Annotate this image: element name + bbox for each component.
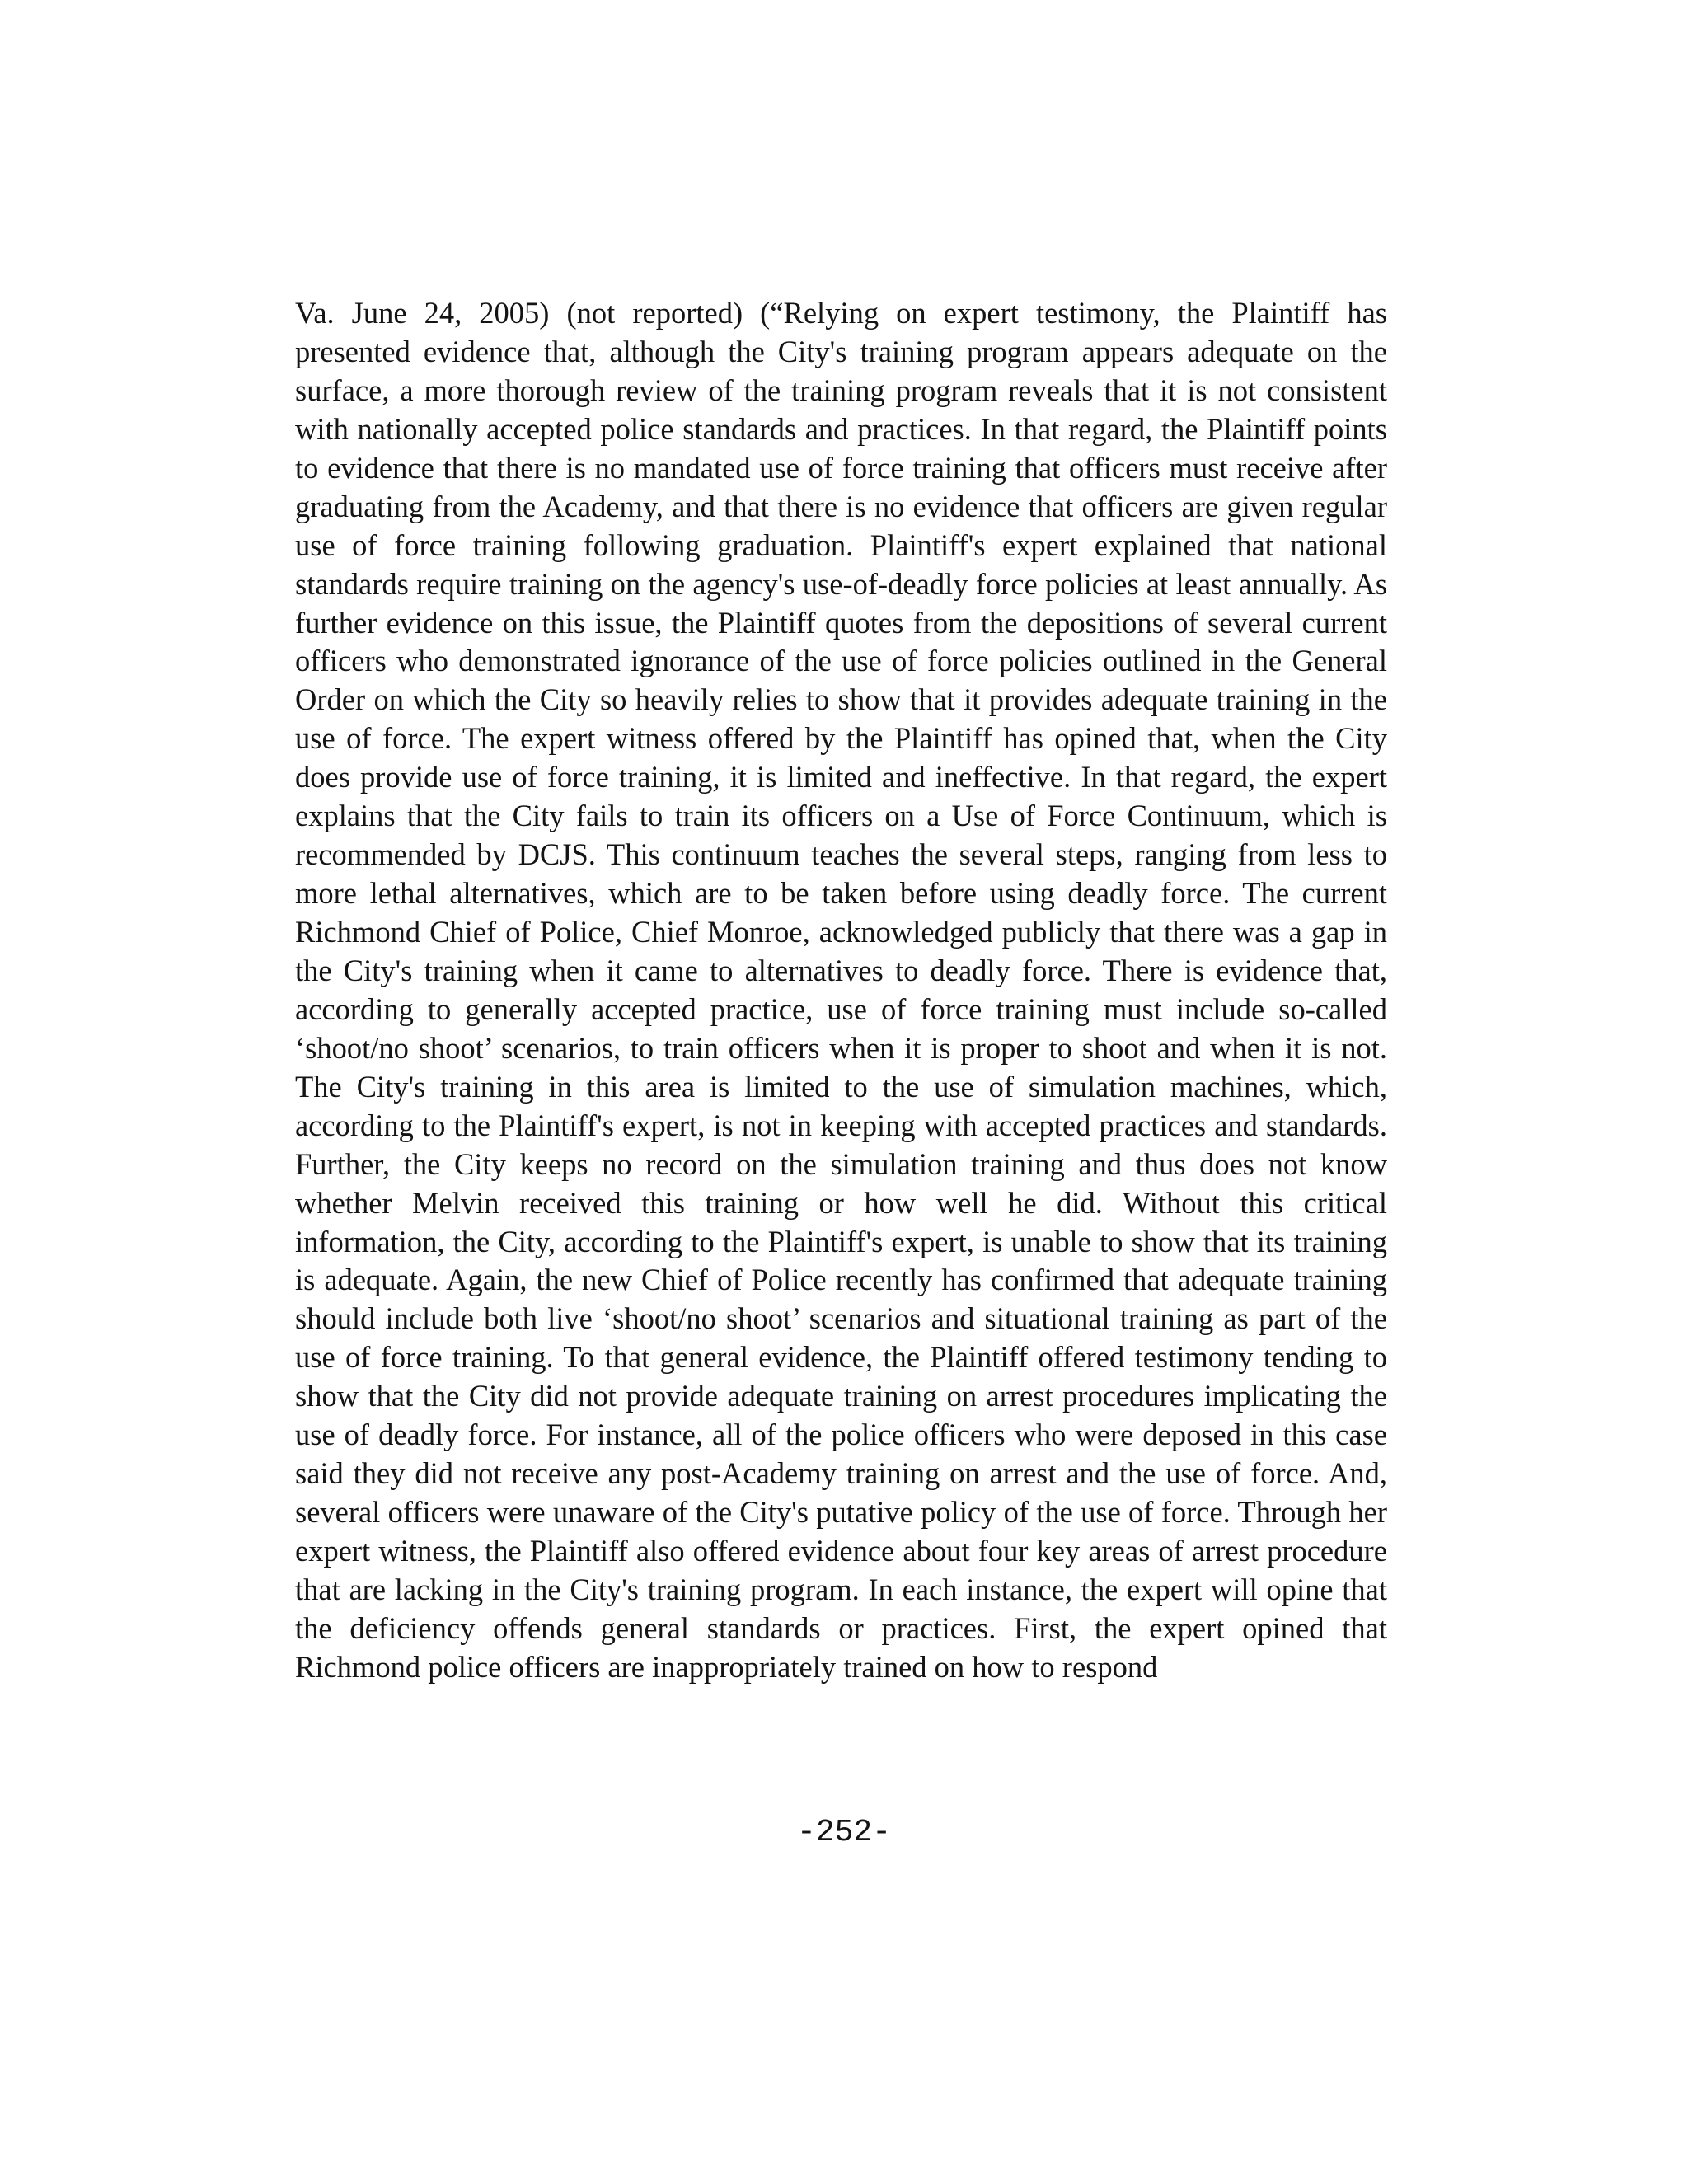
body-paragraph: Va. June 24, 2005) (not reported) (“Relying on expert testimony, the Plaintiff has presented evidence that, although the City's training program appears adequate on the surface, a more thorough review of the training program reveals that it is not consistent with nationally accepted police standards and practices. In that regard, the Plaintiff points to evidence that there is no mandated use of force training that officers must receive after graduating from the Academy, and that there is no evidence that officers are given regular use of force training following graduation. Plaintiff's expert explained that national standards require training on the agency's use-of-deadly force policies at least annually. As further evidence on this issue, the Plaintiff quotes from the depositions of several current officers who demonstrated ignorance of the use of force policies outlined in the General Order on which the City so heavily relies to show that it provides adequate training in the use of force. The expert witness offered by the Plaintiff has opined that, when the City does provide use of force training, it is limited and ineffective. In that regard, the expert explains that the City fails to train its officers on a Use of Force Continuum, which is recommended by DCJS. This continuum teaches the several steps, ranging from less to more lethal alternatives, which are to be taken before using deadly force. The current Richmond Chief of Police, Chief Monroe, acknowledged publicly that there was a gap in the City's training when it came to alternatives to deadly force. There is evidence that, according to generally accepted practice, use of force training must include so-called ‘shoot/no shoot’ scenarios, to train officers when it is proper to shoot and when it is not. The City's training in this area is limited to the use of simulation machines, which, according to the Plaintiff's expert, is not in keeping with accepted practices and standards. Further, the City keeps no record on the simulation training and thus does not know whether Melvin received this training or how well he did. Without this critical information, the City, according to the Plaintiff's expert, is unable to show that its training is adequate. Again, the new Chief of Police recently has confirmed that adequate training should include both live ‘shoot/no shoot’ scenarios and situational training as part of the use of force training. To that general evidence, the Plaintiff offered testimony tending to show that the City did not provide adequate training on arrest procedures implicating the use of deadly force. For instance, all of the police officers who were deposed in this case said they did not receive any post-Academy training on arrest and the use of force. And, several officers were unaware of the City's putative policy of the use of force. Through her expert witness, the Plaintiff also offered evidence about four key areas of arrest procedure that are lacking in the City's training program. In each instance, the expert will opine that the deficiency offends general standards or practices. First, the expert opined that Richmond police officers are inappropriately trained on how to respond [295,296,1387,1684]
page-number: -252- [796,1815,892,1850]
